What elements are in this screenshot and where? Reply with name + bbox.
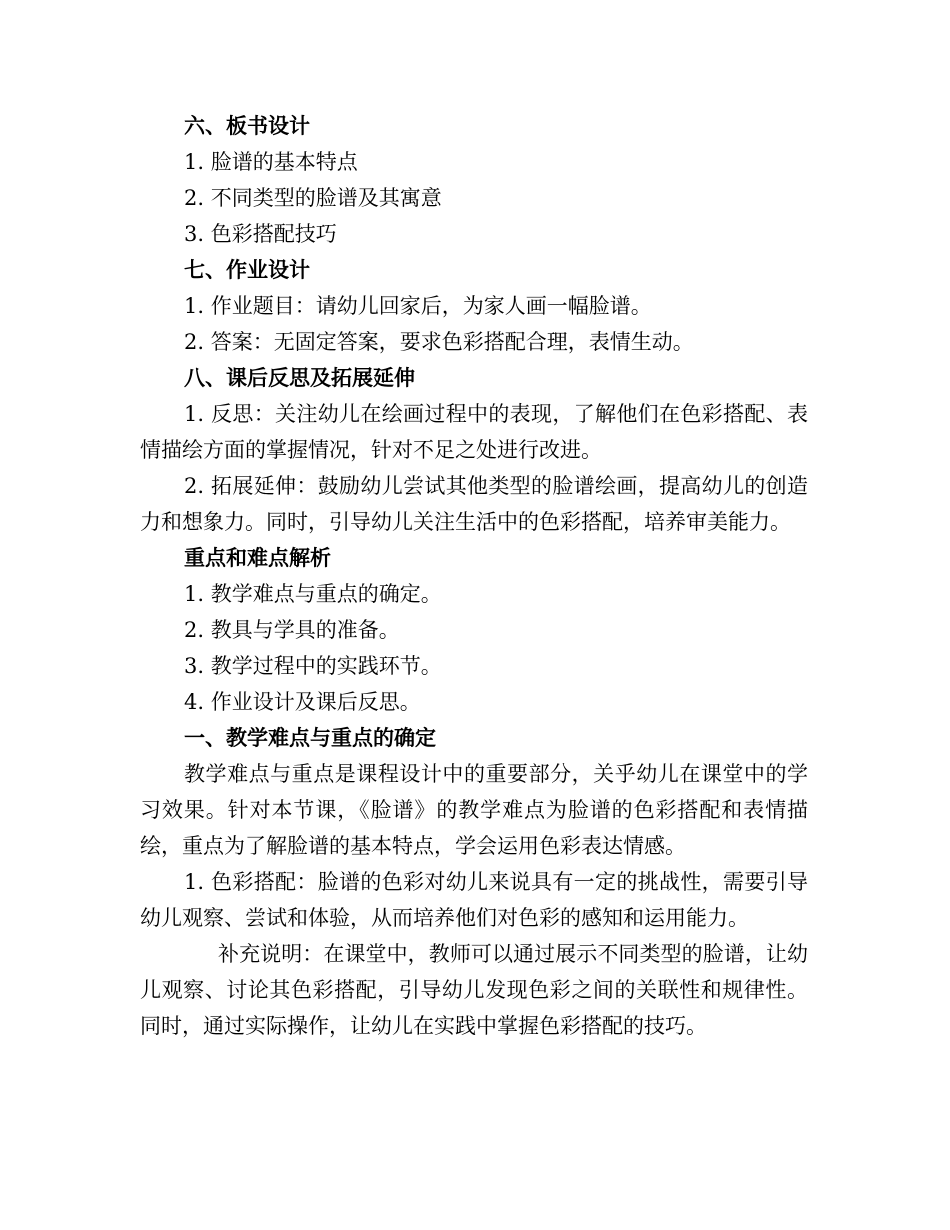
list-item: 2. 答案：无固定答案，要求色彩搭配合理，表情生动。 xyxy=(184,330,694,354)
list-item: 1. 作业题目：请幼儿回家后，为家人画一幅脸谱。 xyxy=(184,294,652,318)
list-item: 4. 作业设计及课后反思。 xyxy=(184,690,421,714)
section-heading-key-points-analysis: 重点和难点解析 xyxy=(184,545,331,570)
section-heading-reflection: 八、课后反思及拓展延伸 xyxy=(184,365,415,390)
paragraph-intro: 教学难点与重点是课程设计中的重要部分，关乎幼儿在课堂中的学习效果。针对本节课，《脸谱》的教学难点为脸谱的色彩搭配和表情描绘，重点为了解脸谱的基本特点，学会运用色彩表达情感。 xyxy=(140,762,808,858)
paragraph-supplement: 补充说明：在课堂中，教师可以通过展示不同类型的脸谱，让幼儿观察、讨论其色彩搭配，引导幼儿发现色彩之间的关联性和规律性。同时，通过实际操作，让幼儿在实践中掌握色彩搭配的技巧。 xyxy=(140,942,808,1038)
list-item: 2. 教具与学具的准备。 xyxy=(184,618,400,642)
list-item: 1. 教学难点与重点的确定。 xyxy=(184,582,442,606)
list-item: 3. 教学过程中的实践环节。 xyxy=(184,654,442,678)
list-item: 3. 色彩搭配技巧 xyxy=(184,222,337,246)
list-item: 2. 不同类型的脸谱及其寓意 xyxy=(184,186,442,210)
section-heading-homework-design: 七、作业设计 xyxy=(184,257,310,282)
list-item: 1. 脸谱的基本特点 xyxy=(184,150,358,174)
paragraph-extension: 2. 拓展延伸：鼓励幼儿尝试其他类型的脸谱绘画，提高幼儿的创造力和想象力。同时，引导幼儿关注生活中的色彩搭配，培养审美能力。 xyxy=(140,474,808,534)
section-heading-board-design: 六、板书设计 xyxy=(184,113,310,138)
section-heading-difficulty-determination: 一、教学难点与重点的确定 xyxy=(184,725,436,750)
document-body xyxy=(140,108,808,1044)
paragraph-reflection: 1. 反思：关注幼儿在绘画过程中的表现，了解他们在色彩搭配、表情描绘方面的掌握情况，针对不足之处进行改进。 xyxy=(140,402,808,462)
paragraph-color-matching: 1. 色彩搭配：脸谱的色彩对幼儿来说具有一定的挑战性，需要引导幼儿观察、尝试和体验，从而培养他们对色彩的感知和运用能力。 xyxy=(140,870,808,930)
